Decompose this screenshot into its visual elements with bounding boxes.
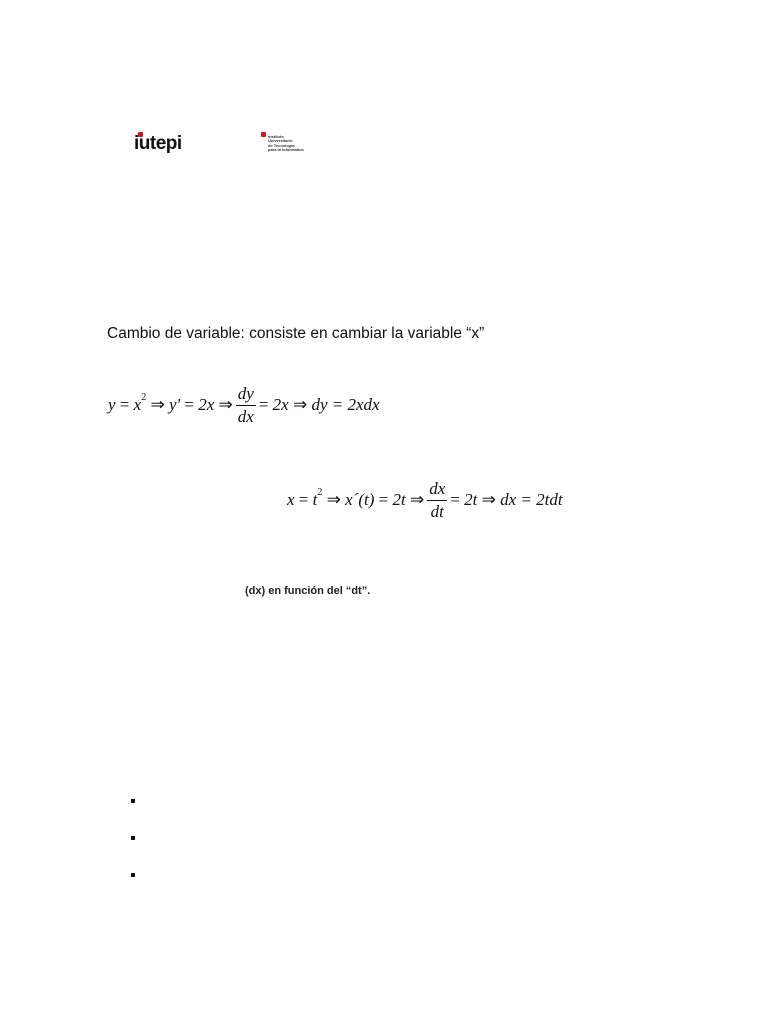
bullet-marker: [131, 873, 135, 877]
bullet-marker: [131, 836, 135, 840]
logo-red-dot: [261, 132, 266, 137]
bullet-marker: [131, 799, 135, 803]
fraction-dy-dx: $\frac{dy}{dx}$: [237, 383, 254, 426]
fraction-dx-dt: $\frac{dx}{dt}$: [429, 478, 446, 521]
logo-tagline: Instituto Universitario de Tecnología para la Informática: [268, 134, 304, 152]
logo-wordmark: iutepi: [134, 133, 182, 154]
equation-2: x = t $^2$ ⇒ x´(t) = 2t ⇒ $\frac{dx}{dt}$ = 2t ⇒ dx = 2tdt: [287, 478, 563, 521]
equation-1: y = x $^2$ ⇒ y' = 2x ⇒ $\frac{dy}{dx}$ = 2x ⇒ dy = 2xdx: [108, 383, 380, 426]
iutepi-logo: [134, 134, 356, 154]
caption-text: (dx) en función del “dt”.: [245, 585, 371, 597]
intro-text: Cambio de variable: consiste en cambiar la variable “x”: [107, 325, 485, 342]
